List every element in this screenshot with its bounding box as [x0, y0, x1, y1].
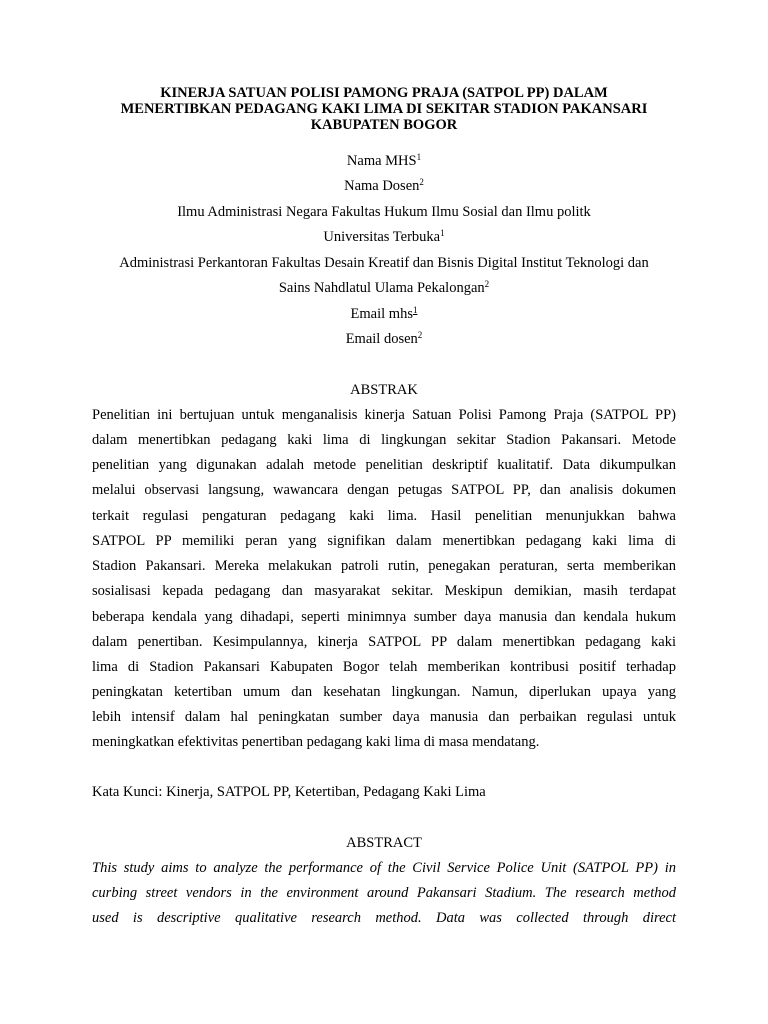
abstrak-line: peningkatan ketertiban umum dan kesehatan lingkungan. Namun, diperlukan upaya yang: [92, 684, 676, 700]
abstrak-line: penelitian yang digunakan adalah metode penelitian deskriptif kualitatif. Data dikumpulkan: [92, 457, 676, 473]
affiliation-1-sup: 1: [440, 228, 445, 238]
abstrak-line: melalui observasi langsung, wawancara dengan petugas SATPOL PP, dan analisis dokumen: [92, 482, 676, 498]
email-lecturer-sup: 2: [417, 330, 423, 340]
email-lecturer: [60, 329, 708, 349]
abstract-line: used is descriptive qualitative research method. Data was collected through direct: [92, 910, 676, 926]
abstrak-line: SATPOL PP memiliki peran yang signifikan dalam menertibkan pedagang kaki lima di: [92, 533, 676, 549]
abstrak-line: Stadion Pakansari. Mereka melakukan patroli rutin, penegakan peraturan, serta memberikan: [92, 558, 676, 574]
author-student-name: Nama MHS: [346, 153, 417, 169]
author-lecturer-sup: 2: [419, 177, 424, 187]
abstract-line: curbing street vendors in the environment around Pakansari Stadium. The research method: [92, 885, 676, 901]
email-lecturer-label: Email dosen: [345, 331, 418, 347]
abstrak-line: dalam penertiban. Kesimpulannya, kinerja SATPOL PP dalam menertibkan pedagang kaki: [92, 634, 676, 650]
abstrak-line: Penelitian ini bertujuan untuk menganalisis kinerja Satuan Polisi Pamong Praja (SATPOL PP): [92, 407, 676, 423]
abstrak-line: sosialisasi kepada pedagang dan masyarakat sekitar. Meskipun demikian, masih terdapat: [92, 583, 676, 599]
affiliation-1-university: [60, 227, 708, 247]
email-student: [60, 304, 708, 324]
paper-title-line-2: MENERTIBKAN PEDAGANG KAKI LIMA DI SEKITAR STADION PAKANSARI: [120, 101, 648, 117]
email-student-sup: 1: [412, 305, 418, 315]
abstrak-line: beberapa kendala yang dihadapi, seperti minimnya sumber daya manusia dan kendala hukum: [92, 609, 676, 625]
affiliation-1-university-name: Universitas Terbuka: [323, 229, 441, 245]
abstrak-line: terkait regulasi pengaturan pedagang kaki lima. Hasil penelitian menunjukkan bahwa: [92, 508, 676, 524]
abstrak-line: lima di Stadion Pakansari Kabupaten Bogor telah memberikan kontribusi positif terhadap: [92, 659, 676, 675]
author-lecturer: [60, 176, 708, 196]
author-student: [60, 151, 708, 171]
affiliation-2-line-2: [60, 278, 708, 298]
paper-title-line-1: KINERJA SATUAN POLISI PAMONG PRAJA (SATPOL PP) DALAM: [160, 85, 608, 101]
abstrak-heading: ABSTRAK: [350, 382, 418, 398]
affiliation-1-faculty: Ilmu Administrasi Negara Fakultas Hukum Ilmu Sosial dan Ilmu politk: [177, 204, 591, 220]
abstrak-line: dalam menertibkan pedagang kaki lima di lingkungan sekitar Stadion Pakansari. Metode: [92, 432, 676, 448]
affiliation-2-line-1: Administrasi Perkantoran Fakultas Desain Kreatif dan Bisnis Digital Institut Teknologi dan: [119, 255, 649, 271]
affiliation-2-name: Sains Nahdlatul Ulama Pekalongan: [278, 280, 485, 296]
email-student-label: Email mhs: [350, 306, 413, 322]
keywords: Kata Kunci: Kinerja, SATPOL PP, Ketertiban, Pedagang Kaki Lima: [92, 784, 486, 800]
author-lecturer-name: Nama Dosen: [344, 178, 420, 194]
abstrak-line-last: meningkatkan efektivitas penertiban pedagang kaki lima di masa mendatang.: [92, 734, 540, 750]
paper-title-line-3: KABUPATEN BOGOR: [310, 117, 458, 133]
abstrak-line: lebih intensif dalam hal peningkatan sumber daya manusia dan perbaikan regulasi untuk: [92, 709, 676, 725]
abstract-line: This study aims to analyze the performance of the Civil Service Police Unit (SATPOL PP) in: [92, 860, 676, 876]
affiliation-2-sup: 2: [484, 279, 490, 289]
author-student-sup: 1: [416, 152, 422, 162]
abstract-heading: ABSTRACT: [346, 835, 422, 851]
